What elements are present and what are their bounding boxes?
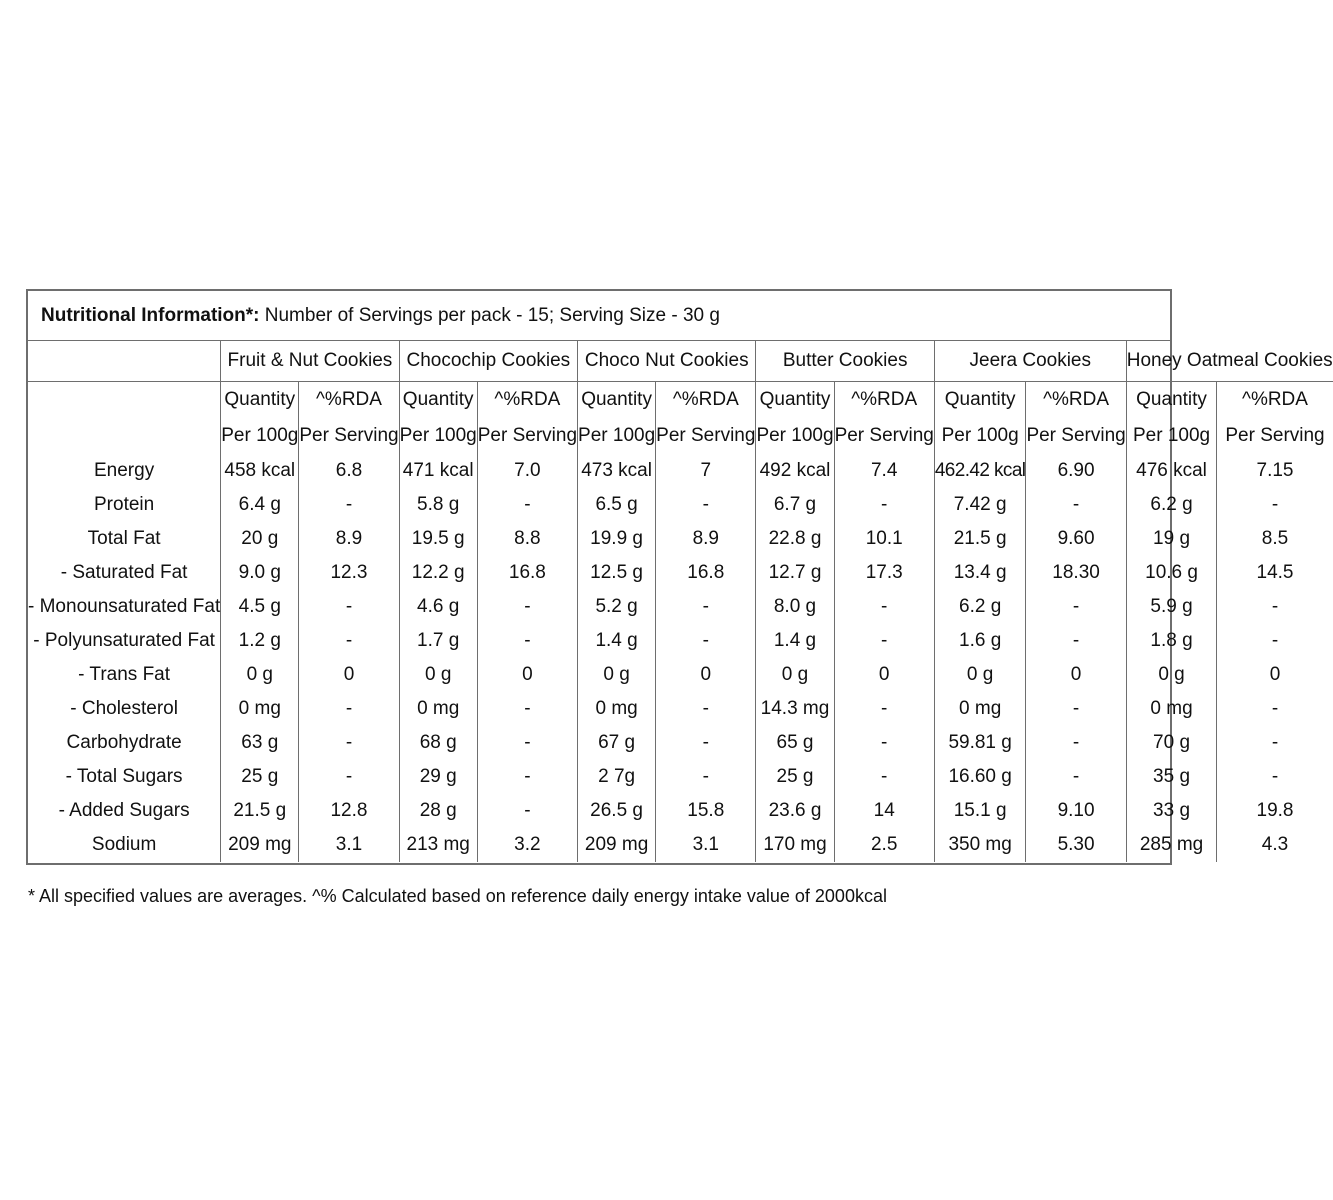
nutrient-row	[28, 590, 1333, 624]
product-header: Chocochip Cookies	[399, 341, 577, 382]
rda-value: 0	[477, 658, 577, 692]
nutrient-row	[28, 522, 1333, 556]
rda-value: -	[1026, 760, 1126, 794]
rda-value: -	[656, 590, 756, 624]
rda-value: -	[477, 794, 577, 828]
rda-value: -	[299, 590, 399, 624]
rda-value: 16.8	[656, 556, 756, 590]
rda-per-serving-header: Per Serving	[477, 418, 577, 454]
product-header-row	[28, 341, 1333, 382]
rda-per-serving-header: ^%RDA	[477, 382, 577, 419]
rda-value: -	[1026, 590, 1126, 624]
quantity-value: 0 g	[399, 658, 477, 692]
quantity-value: 26.5 g	[578, 794, 656, 828]
rda-value: 3.1	[656, 828, 756, 862]
rda-value: -	[1217, 590, 1333, 624]
rda-value: -	[656, 726, 756, 760]
nutrient-row	[28, 692, 1333, 726]
quantity-value: 5.2 g	[578, 590, 656, 624]
nutrient-label: - Polyunsaturated Fat	[33, 630, 215, 651]
quantity-value: 5.8 g	[399, 488, 477, 522]
quantity-value: 65 g	[756, 726, 834, 760]
nutrient-row	[28, 794, 1333, 828]
rda-value: -	[299, 760, 399, 794]
quantity-value: 1.2 g	[221, 624, 299, 658]
quantity-value: 1.7 g	[399, 624, 477, 658]
quantity-value: 25 g	[221, 760, 299, 794]
quantity-value: 63 g	[221, 726, 299, 760]
nutrition-table	[28, 341, 1333, 862]
quantity-value: 1.4 g	[756, 624, 834, 658]
rda-value: -	[1026, 488, 1126, 522]
rda-value: -	[834, 726, 934, 760]
nutrition-title	[28, 291, 1170, 341]
quantity-value: 473 kcal	[578, 454, 656, 488]
rda-value: 17.3	[834, 556, 934, 590]
rda-value: 12.3	[299, 556, 399, 590]
quantity-value: 12.7 g	[756, 556, 834, 590]
nutrient-label: Carbohydrate	[66, 732, 182, 753]
quantity-per-100g-header: Quantity	[934, 382, 1026, 419]
quantity-value: 1.8 g	[1126, 624, 1217, 658]
quantity-value: 14.3 mg	[756, 692, 834, 726]
rda-value: -	[299, 624, 399, 658]
quantity-value: 4.5 g	[221, 590, 299, 624]
title-bold-text: Nutritional Information*:	[41, 305, 260, 326]
column-subheader-row	[28, 382, 1333, 419]
quantity-value: 471 kcal	[399, 454, 477, 488]
rda-value: -	[477, 726, 577, 760]
quantity-value: 0 g	[221, 658, 299, 692]
rda-value: 7.15	[1217, 454, 1333, 488]
quantity-value: 25 g	[756, 760, 834, 794]
subheader-blank-cell	[28, 418, 221, 454]
rda-value: -	[477, 760, 577, 794]
quantity-value: 10.6 g	[1126, 556, 1217, 590]
rda-value: -	[477, 488, 577, 522]
quantity-value: 0 g	[1126, 658, 1217, 692]
rda-value: -	[1026, 624, 1126, 658]
quantity-value: 0 g	[756, 658, 834, 692]
footnote: * All specified values are averages. ^% Calculated based on reference daily energy intake value of 2000kcal	[28, 886, 887, 906]
quantity-value: 33 g	[1126, 794, 1217, 828]
quantity-value: 15.1 g	[934, 794, 1026, 828]
quantity-value: 462.42 kcal	[934, 454, 1026, 488]
rda-value: -	[1217, 726, 1333, 760]
rda-value: 8.9	[656, 522, 756, 556]
quantity-value: 12.2 g	[399, 556, 477, 590]
rda-per-serving-header: Per Serving	[834, 418, 934, 454]
quantity-per-100g-header: Per 100g	[934, 418, 1026, 454]
rda-value: 4.3	[1217, 828, 1333, 862]
quantity-value: 68 g	[399, 726, 477, 760]
quantity-value: 476 kcal	[1126, 454, 1217, 488]
rda-value: 0	[1217, 658, 1333, 692]
rda-value: 19.8	[1217, 794, 1333, 828]
quantity-value: 4.6 g	[399, 590, 477, 624]
rda-value: -	[1217, 488, 1333, 522]
rda-value: 0	[1026, 658, 1126, 692]
quantity-value: 9.0 g	[221, 556, 299, 590]
quantity-value: 1.6 g	[934, 624, 1026, 658]
product-header: Fruit & Nut Cookies	[221, 341, 399, 382]
rda-value: 14	[834, 794, 934, 828]
rda-value: 8.9	[299, 522, 399, 556]
nutrient-label: Total Fat	[87, 528, 161, 549]
rda-value: -	[834, 624, 934, 658]
nutrient-row	[28, 488, 1333, 522]
quantity-value: 7.42 g	[934, 488, 1026, 522]
rda-value: 6.8	[299, 454, 399, 488]
quantity-value: 6.7 g	[756, 488, 834, 522]
rda-value: 9.60	[1026, 522, 1126, 556]
quantity-value: 0 g	[578, 658, 656, 692]
rda-value: 8.8	[477, 522, 577, 556]
rda-value: 14.5	[1217, 556, 1333, 590]
product-header: Choco Nut Cookies	[578, 341, 756, 382]
quantity-value: 67 g	[578, 726, 656, 760]
quantity-value: 19.5 g	[399, 522, 477, 556]
rda-value: -	[477, 692, 577, 726]
quantity-value: 170 mg	[756, 828, 834, 862]
rda-per-serving-header: ^%RDA	[299, 382, 399, 419]
nutrient-row	[28, 556, 1333, 590]
quantity-value: 209 mg	[578, 828, 656, 862]
quantity-value: 21.5 g	[934, 522, 1026, 556]
rda-value: 16.8	[477, 556, 577, 590]
nutrient-row	[28, 624, 1333, 658]
product-header: Jeera Cookies	[934, 341, 1126, 382]
quantity-per-100g-header: Quantity	[756, 382, 834, 419]
quantity-value: 28 g	[399, 794, 477, 828]
quantity-value: 8.0 g	[756, 590, 834, 624]
rda-per-serving-header: ^%RDA	[1026, 382, 1126, 419]
quantity-value: 22.8 g	[756, 522, 834, 556]
quantity-value: 350 mg	[934, 828, 1026, 862]
quantity-per-100g-header: Per 100g	[1126, 418, 1217, 454]
quantity-value: 13.4 g	[934, 556, 1026, 590]
quantity-value: 19.9 g	[578, 522, 656, 556]
quantity-value: 0 mg	[934, 692, 1026, 726]
quantity-per-100g-header: Quantity	[578, 382, 656, 419]
quantity-value: 6.2 g	[1126, 488, 1217, 522]
nutrient-row	[28, 454, 1333, 488]
quantity-value: 492 kcal	[756, 454, 834, 488]
rda-value: -	[477, 590, 577, 624]
quantity-per-100g-header: Quantity	[1126, 382, 1217, 419]
nutrient-label: - Added Sugars	[58, 800, 190, 821]
quantity-value: 285 mg	[1126, 828, 1217, 862]
nutrient-label: - Total Sugars	[65, 766, 183, 787]
rda-per-serving-header: Per Serving	[656, 418, 756, 454]
rda-value: -	[299, 726, 399, 760]
rda-value: 10.1	[834, 522, 934, 556]
quantity-value: 59.81 g	[934, 726, 1026, 760]
rda-value: -	[656, 692, 756, 726]
nutrient-label: - Trans Fat	[78, 664, 171, 685]
quantity-value: 0 mg	[221, 692, 299, 726]
rda-value: -	[1217, 624, 1333, 658]
rda-value: 0	[299, 658, 399, 692]
nutrient-label: - Saturated Fat	[60, 562, 188, 583]
rda-value: -	[299, 692, 399, 726]
nutrient-label: Energy	[94, 460, 155, 481]
rda-per-serving-header: Per Serving	[1217, 418, 1333, 454]
product-header: Honey Oatmeal Cookies	[1126, 341, 1332, 382]
nutrient-label: Sodium	[91, 834, 157, 855]
quantity-value: 0 mg	[399, 692, 477, 726]
rda-value: -	[656, 624, 756, 658]
quantity-value: 0 mg	[1126, 692, 1217, 726]
rda-value: -	[656, 760, 756, 794]
rda-value: -	[656, 488, 756, 522]
rda-value: 7	[656, 454, 756, 488]
rda-value: 8.5	[1217, 522, 1333, 556]
rda-value: 2.5	[834, 828, 934, 862]
quantity-per-100g-header: Per 100g	[221, 418, 299, 454]
rda-value: 6.90	[1026, 454, 1126, 488]
quantity-per-100g-header: Per 100g	[756, 418, 834, 454]
quantity-value: 23.6 g	[756, 794, 834, 828]
quantity-value: 20 g	[221, 522, 299, 556]
quantity-value: 29 g	[399, 760, 477, 794]
quantity-value: 5.9 g	[1126, 590, 1217, 624]
quantity-value: 0 mg	[578, 692, 656, 726]
rda-per-serving-header: Per Serving	[299, 418, 399, 454]
header-blank-cell	[28, 341, 221, 382]
quantity-value: 6.2 g	[934, 590, 1026, 624]
subheader-blank-cell	[28, 382, 221, 419]
quantity-per-100g-header: Quantity	[221, 382, 299, 419]
rda-value: -	[1026, 726, 1126, 760]
rda-value: 0	[834, 658, 934, 692]
quantity-value: 12.5 g	[578, 556, 656, 590]
quantity-value: 70 g	[1126, 726, 1217, 760]
rda-per-serving-header: Per Serving	[1026, 418, 1126, 454]
nutrient-label: - Monounsaturated Fat	[28, 596, 221, 617]
quantity-per-100g-header: Per 100g	[578, 418, 656, 454]
quantity-value: 209 mg	[221, 828, 299, 862]
quantity-value: 2 7g	[578, 760, 656, 794]
rda-value: -	[1217, 760, 1333, 794]
quantity-value: 21.5 g	[221, 794, 299, 828]
rda-value: 5.30	[1026, 828, 1126, 862]
quantity-value: 6.5 g	[578, 488, 656, 522]
rda-value: -	[1026, 692, 1126, 726]
nutrition-panel	[26, 289, 1333, 865]
quantity-value: 35 g	[1126, 760, 1217, 794]
nutrient-label: Protein	[94, 494, 155, 515]
rda-value: 3.2	[477, 828, 577, 862]
quantity-value: 1.4 g	[578, 624, 656, 658]
quantity-value: 19 g	[1126, 522, 1217, 556]
quantity-value: 213 mg	[399, 828, 477, 862]
nutrient-row	[28, 828, 1333, 862]
product-header: Butter Cookies	[756, 341, 934, 382]
rda-per-serving-header: ^%RDA	[656, 382, 756, 419]
quantity-per-100g-header: Quantity	[399, 382, 477, 419]
rda-value: 0	[656, 658, 756, 692]
nutrient-row	[28, 760, 1333, 794]
rda-value: 9.10	[1026, 794, 1126, 828]
rda-value: 7.0	[477, 454, 577, 488]
rda-value: 12.8	[299, 794, 399, 828]
rda-value: -	[299, 488, 399, 522]
rda-per-serving-header: ^%RDA	[834, 382, 934, 419]
rda-value: 7.4	[834, 454, 934, 488]
rda-value: -	[834, 590, 934, 624]
rda-value: -	[1217, 692, 1333, 726]
nutrient-row	[28, 658, 1333, 692]
title-serving-text: Number of Servings per pack - 15; Serving Size - 30 g	[259, 305, 720, 326]
rda-value: -	[834, 488, 934, 522]
rda-value: -	[477, 624, 577, 658]
quantity-value: 16.60 g	[934, 760, 1026, 794]
column-subheader-row	[28, 418, 1333, 454]
rda-value: -	[834, 692, 934, 726]
nutrient-label: - Cholesterol	[70, 698, 178, 719]
quantity-value: 458 kcal	[221, 454, 299, 488]
rda-value: 3.1	[299, 828, 399, 862]
quantity-value: 6.4 g	[221, 488, 299, 522]
nutrient-row	[28, 726, 1333, 760]
rda-value: -	[834, 760, 934, 794]
rda-per-serving-header: ^%RDA	[1217, 382, 1333, 419]
rda-value: 18.30	[1026, 556, 1126, 590]
rda-value: 15.8	[656, 794, 756, 828]
quantity-value: 0 g	[934, 658, 1026, 692]
quantity-per-100g-header: Per 100g	[399, 418, 477, 454]
